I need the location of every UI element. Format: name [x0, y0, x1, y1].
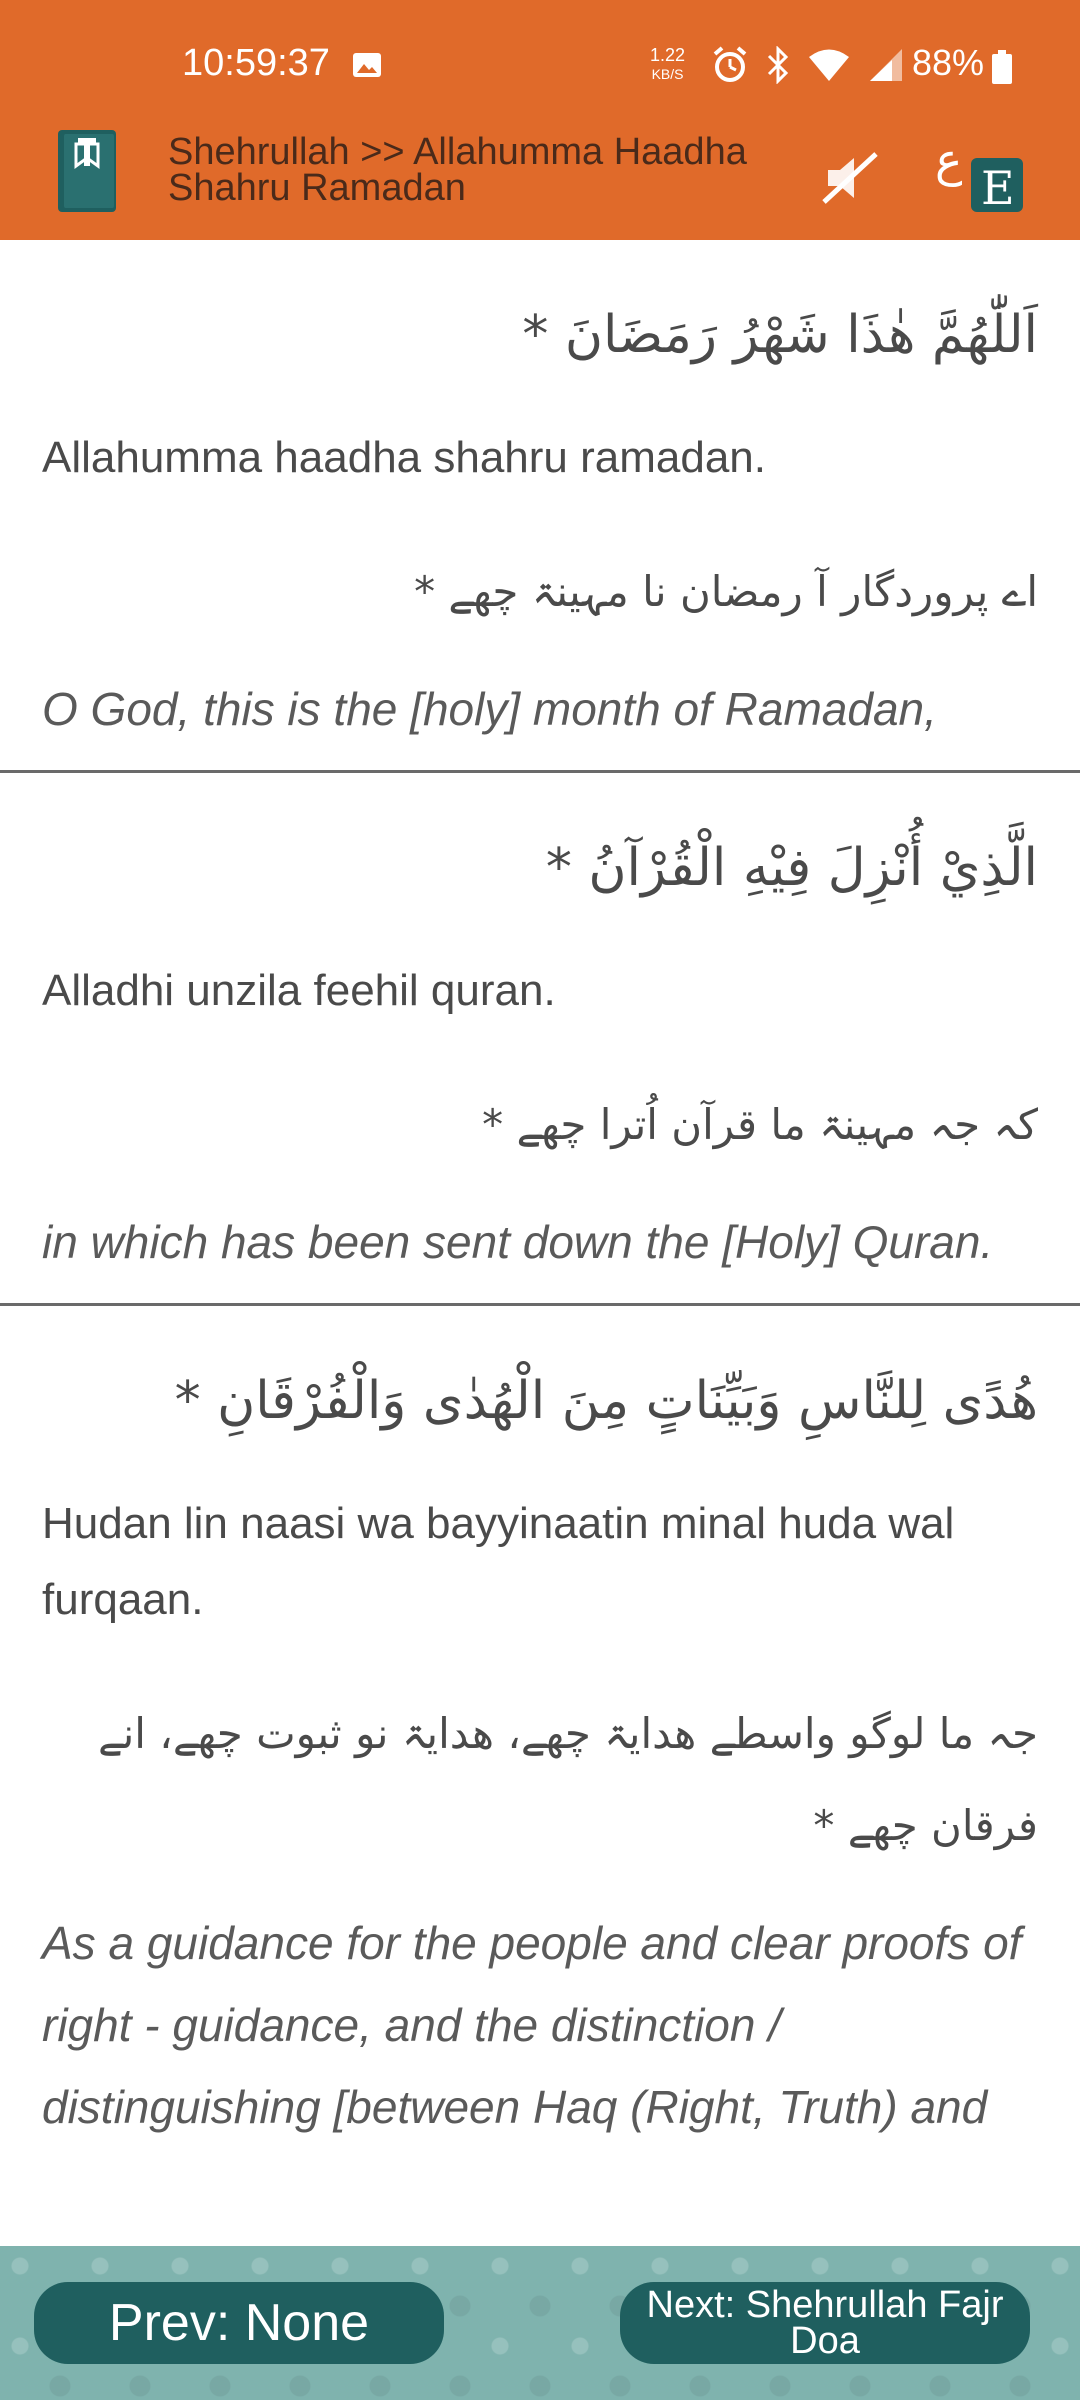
next-button[interactable]: Next: Shehrullah Fajr Doa: [620, 2282, 1030, 2364]
transliteration-text: Alladhi unzila feehil quran.: [42, 966, 556, 1015]
arabic-text: الَّذِيْ أُنْزِلَ فِيْهِ الْقُرْآنُ *: [545, 838, 1038, 898]
arabic-text: اَللّٰهُمَّ هٰذَا شَهْرُ رَمَضَانَ *: [522, 305, 1038, 365]
arabic-text: هُدًى لِلنَّاسِ وَبَيِّنَاتٍ مِنَ الْهُدٰى وَالْفُرْقَانِ *: [174, 1371, 1038, 1431]
image-icon: [352, 52, 382, 78]
urdu-text: جہ ما لوگو واسطے ھدایۃ چھے، ھدایۃ نو ثبوت چھے، انے فرقان چھے *: [97, 1709, 1038, 1850]
svg-text:E: E: [981, 161, 1015, 215]
language-toggle-icon[interactable]: [935, 136, 1027, 216]
verse-section-1: [0, 240, 1080, 773]
svg-text:ع: ع: [935, 136, 963, 187]
wifi-icon: [808, 48, 850, 82]
signal-icon: [868, 48, 904, 82]
app-bar: [0, 130, 1080, 240]
urdu-text: اے پروردگار آ رمضان نا مہینۃ چھے *: [414, 567, 1038, 616]
transliteration-text: Hudan lin naasi wa bayyinaatin minal huda wal furqaan.: [42, 1499, 955, 1624]
bluetooth-icon: [766, 46, 790, 84]
book-icon[interactable]: [54, 130, 120, 212]
english-text: O God, this is the [holy] month of Ramadan,: [42, 683, 937, 735]
battery-icon: [992, 50, 1012, 84]
verse-section-2: [0, 773, 1080, 1306]
footer-nav: [0, 2246, 1080, 2400]
alarm-icon: [712, 46, 748, 84]
status-time: 10:59:37: [182, 42, 330, 84]
status-bar: [0, 0, 1080, 130]
urdu-text: کہ جہ مہینۃ ما قرآن اُترا چھے *: [482, 1100, 1038, 1149]
page-title: Shehrullah >> Allahumma Haadha Shahru Ramadan: [168, 131, 747, 209]
content-area[interactable]: [0, 240, 1080, 2246]
battery-percent: 88%: [912, 42, 985, 83]
prev-button[interactable]: Prev: None: [34, 2282, 444, 2364]
network-speed: 1.22 KB/S: [650, 45, 686, 82]
english-text: in which has been sent down the [Holy] Quran.: [42, 1216, 994, 1268]
transliteration-text: Allahumma haadha shahru ramadan.: [42, 433, 767, 482]
mute-icon[interactable]: [820, 148, 880, 208]
english-text: As a guidance for the people and clear proofs of right - guidance, and the distinction / distinguishing [between Haq (Right, Truth) and: [42, 1917, 1022, 2133]
status-icons: [712, 44, 904, 86]
verse-section-3: [0, 1306, 1080, 2168]
